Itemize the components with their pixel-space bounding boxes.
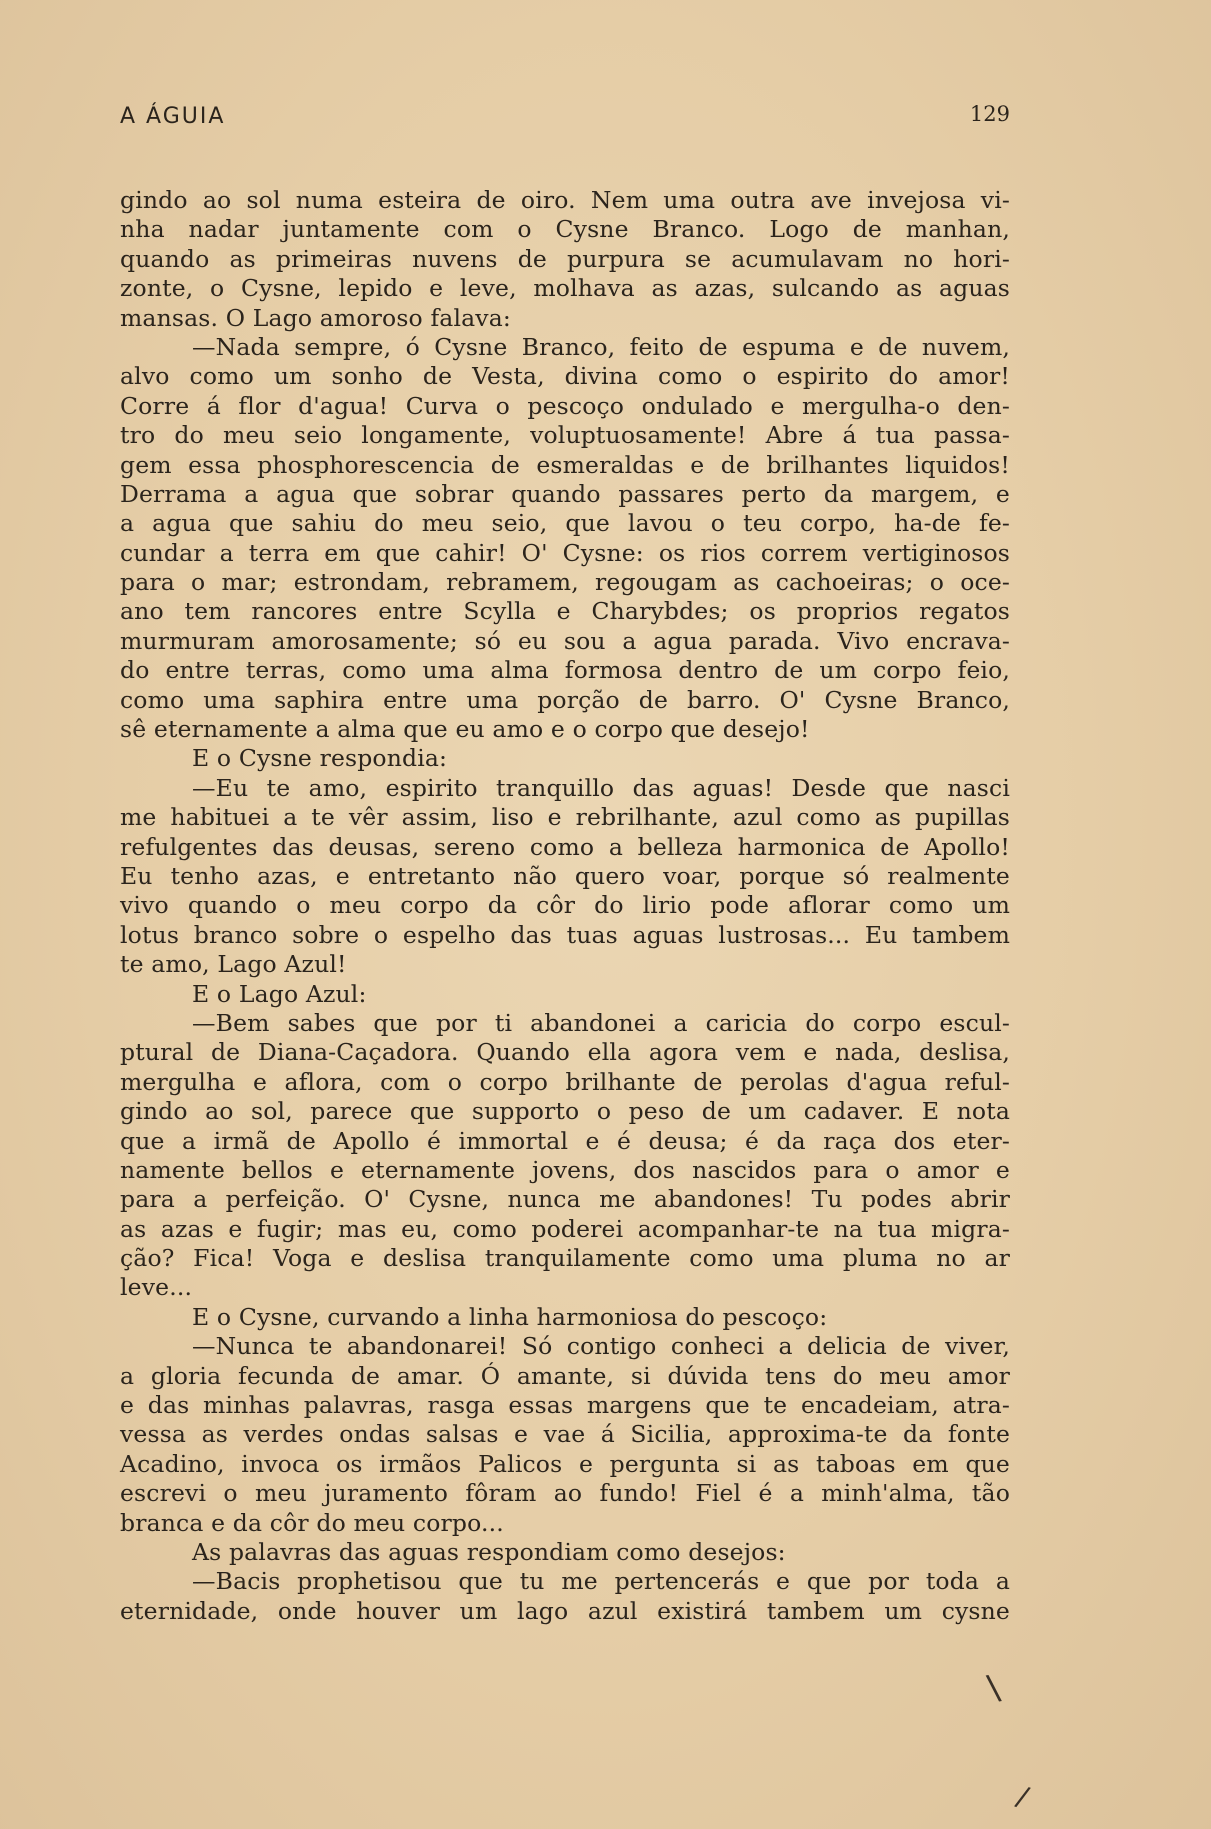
text-line: para o mar; estrondam, rebramem, regougam as cachoeiras; o oce-: [120, 568, 1010, 597]
text-line: ptural de Diana-Caçadora. Quando ella agora vem e nada, deslisa,: [120, 1038, 1010, 1067]
journal-title: A ÁGUIA: [120, 104, 226, 129]
text-line: namente bellos e eternamente jovens, dos nascidos para o amor e: [120, 1155, 1010, 1184]
text-line: gindo ao sol numa esteira de oiro. Nem uma outra ave invejosa vi-: [120, 186, 1010, 214]
text-line: E o Cysne respondia:: [192, 744, 448, 773]
handwritten-mark: /: [1012, 1779, 1033, 1814]
text-line: Eu tenho azas, e entretanto não quero voar, porque só realmente: [120, 861, 1010, 890]
page-header: [120, 104, 1010, 144]
text-line: zonte, o Cysne, lepido e leve, molhava as azas, sulcando as aguas: [120, 274, 1010, 303]
text-line: E o Lago Azul:: [192, 979, 367, 1008]
page-number: 129: [969, 102, 1010, 126]
text-line: —Bem sabes que por ti abandonei a caricia do corpo escul-: [192, 1008, 1010, 1037]
text-line: gem essa phosphorescencia de esmeraldas e de brilhantes liquidos!: [120, 450, 1010, 479]
text-line: sê eternamente a alma que eu amo e o corpo que desejo!: [120, 715, 810, 744]
text-line: do entre terras, como uma alma formosa dentro de um corpo feio,: [120, 656, 1010, 685]
text-line: mansas. O Lago amoroso falava:: [120, 303, 511, 332]
text-line: escrevi o meu juramento fôram ao fundo! Fiel é a minh'alma, tão: [120, 1479, 1010, 1508]
text-line: —Nada sempre, ó Cysne Branco, feito de espuma e de nuvem,: [192, 332, 1010, 361]
text-line: as azas e fugir; mas eu, como poderei acompanhar-te na tua migra-: [120, 1214, 1010, 1243]
text-line: —Eu te amo, espirito tranquillo das aguas! Desde que nasci: [192, 773, 1010, 802]
text-line: mergulha e aflora, com o corpo brilhante de perolas d'agua reful-: [120, 1067, 1010, 1096]
text-line: —Nunca te abandonarei! Só contigo conheci a delicia de viver,: [192, 1332, 1010, 1361]
text-line: ção? Fica! Voga e deslisa tranquilamente como uma pluma no ar: [120, 1244, 1010, 1273]
text-line: quando as primeiras nuvens de purpura se acumulavam no hori-: [120, 244, 1010, 273]
text-line: que a irmã de Apollo é immortal e é deusa; é da raça dos eter-: [120, 1126, 1010, 1155]
text-line: nha nadar juntamente com o Cysne Branco. Logo de manhan,: [120, 215, 1010, 244]
text-line: refulgentes das deusas, sereno como a belleza harmonica de Apollo!: [120, 832, 1010, 861]
text-line: cundar a terra em que cahir! O' Cysne: os rios correm vertiginosos: [120, 538, 1010, 567]
text-line: vessa as verdes ondas salsas e vae á Sicilia, approxima-te da fonte: [120, 1420, 1010, 1449]
text-line: lotus branco sobre o espelho das tuas aguas lustrosas... Eu tambem: [120, 920, 1010, 949]
text-line: As palavras das aguas respondiam como desejos:: [192, 1537, 786, 1566]
text-line: a agua que sahiu do meu seio, que lavou o teu corpo, ha-de fe-: [120, 509, 1010, 538]
text-line: tro do meu seio longamente, voluptuosamente! Abre á tua passa-: [120, 421, 1010, 450]
handwritten-mark: \: [984, 1667, 1003, 1709]
text-line: me habituei a te vêr assim, liso e rebrilhante, azul como as pupillas: [120, 803, 1010, 832]
text-line: vivo quando o meu corpo da côr do lirio pode aflorar como um: [120, 891, 1010, 920]
text-line: —Bacis prophetisou que tu me pertencerás e que por toda a: [192, 1567, 1010, 1596]
text-line: eternidade, onde houver um lago azul existirá tambem um cysne: [120, 1596, 1010, 1625]
text-line: a gloria fecunda de amar. Ó amante, si dúvida tens do meu amor: [120, 1361, 1010, 1390]
text-line: te amo, Lago Azul!: [120, 950, 347, 979]
text-line: leve...: [120, 1273, 193, 1302]
text-line: para a perfeição. O' Cysne, nunca me abandones! Tu podes abrir: [120, 1185, 1010, 1214]
text-line: e das minhas palavras, rasga essas margens que te encadeiam, atra-: [120, 1391, 1010, 1420]
text-line: branca e da côr do meu corpo...: [120, 1508, 504, 1537]
text-line: Derrama a agua que sobrar quando passares perto da margem, e: [120, 479, 1010, 508]
text-line: gindo ao sol, parece que supporto o peso de um cadaver. E nota: [120, 1097, 1010, 1126]
text-line: como uma saphira entre uma porção de barro. O' Cysne Branco,: [120, 685, 1010, 714]
body-text: [120, 186, 1010, 1626]
text-line: Corre á flor d'agua! Curva o pescoço ondulado e mergulha-o den-: [120, 391, 1010, 420]
text-line: murmuram amorosamente; só eu sou a agua parada. Vivo encrava-: [120, 626, 1010, 655]
text-line: alvo como um sonho de Vesta, divina como o espirito do amor!: [120, 362, 1010, 391]
text-line: Acadino, invoca os irmãos Palicos e pergunta si as taboas em que: [120, 1449, 1010, 1478]
text-line: ano tem rancores entre Scylla e Charybdes; os proprios regatos: [120, 597, 1010, 626]
text-line: E o Cysne, curvando a linha harmoniosa do pescoço:: [192, 1302, 828, 1331]
